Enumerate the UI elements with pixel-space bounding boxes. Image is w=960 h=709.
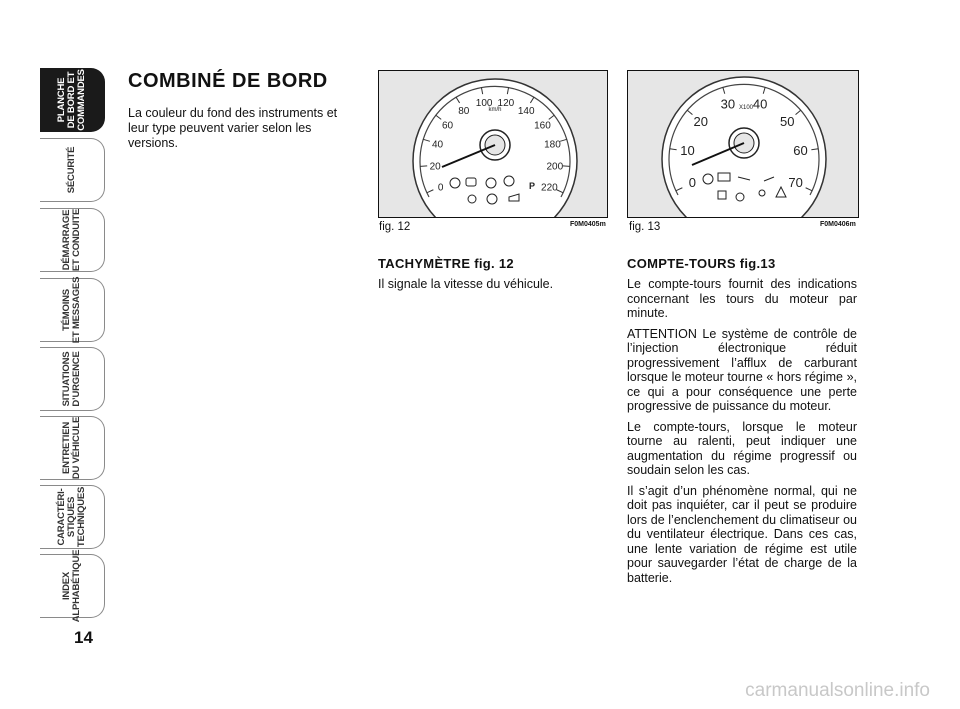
tab-entretien[interactable] bbox=[40, 416, 105, 480]
rpm-tick-label: 60 bbox=[793, 143, 808, 159]
tab-label: ENTRETIEN DU VÉHICULE bbox=[61, 416, 82, 480]
rpm-tick-label: 0 bbox=[688, 175, 696, 191]
speed-tick-label: 220 bbox=[541, 182, 558, 194]
speed-tick-label: 20 bbox=[429, 161, 441, 173]
rpm-tick-label: 50 bbox=[779, 113, 795, 129]
tab-index[interactable] bbox=[40, 549, 105, 623]
fig12-caption: fig. 12 bbox=[379, 221, 411, 233]
figure-speedometer bbox=[378, 70, 608, 218]
speed-tick-label: 140 bbox=[517, 105, 535, 117]
paragraph: ATTENTION Le système de contrôle de l’injection électronique réduit progressivement l’afflux de carburant lorsque le moteur tourne « hors régime », ce qui a pour conséquence une perte progressive de puissance du moteur. bbox=[627, 326, 857, 413]
speed-tick-label: 40 bbox=[432, 139, 444, 151]
speedometer-illustration bbox=[379, 71, 607, 217]
speed-unit: km/h bbox=[488, 107, 502, 113]
paragraph: Le compte-tours fournit des indications concernant les tours du moteur par minute. bbox=[627, 277, 857, 320]
speed-tick-label: 0 bbox=[437, 182, 444, 194]
paragraph: Il s’agit d’un phénomène normal, qui ne doit pas inquiéter, car il peut se produire lors de l’enclenchement du climatiseur ou du ventilateur électrique. Dans ces cas, une lente variation de régime est utile pour sauvegarder l’état de charge de la batterie. bbox=[627, 483, 857, 585]
tab-label: DÉMARRAGE ET CONDUITE bbox=[61, 208, 82, 272]
fig12-code: F0M0405m bbox=[570, 221, 606, 228]
tachometer-illustration bbox=[628, 71, 858, 217]
rpm-tick-label: 40 bbox=[752, 96, 768, 112]
tab-securite[interactable] bbox=[40, 138, 105, 202]
intro-text: La couleur du fond des instruments et leur type peuvent varier selon les versions. bbox=[128, 106, 338, 150]
page-number: 14 bbox=[74, 628, 93, 647]
speed-tick-label: 120 bbox=[497, 97, 515, 109]
tab-label: CARACTÉRI- STIQUES TECHNIQUES bbox=[56, 486, 87, 548]
rpm-unit: X100 bbox=[738, 105, 754, 111]
tab-label: INDEX ALPHABÉTIQUE bbox=[61, 549, 82, 623]
tab-temoins[interactable] bbox=[40, 278, 105, 342]
rpm-tick-label: 10 bbox=[680, 143, 695, 159]
compte-tours-text bbox=[627, 277, 857, 591]
speed-tick-label: 80 bbox=[458, 105, 470, 117]
tab-demarrage[interactable] bbox=[40, 208, 105, 272]
rpm-tick-label: 30 bbox=[720, 96, 736, 112]
rpm-tick-label: 70 bbox=[788, 175, 803, 191]
speed-tick-label: 160 bbox=[534, 120, 551, 132]
pa-icon: P bbox=[529, 181, 536, 191]
tab-label: PLANCHE DE BORD ET COMMANDES bbox=[56, 69, 87, 131]
tab-label: SITUATIONS D’URGENCE bbox=[61, 351, 82, 407]
tab-planche-de-bord[interactable] bbox=[40, 68, 105, 132]
compte-tours-title: COMPTE-TOURS fig.13 bbox=[627, 256, 776, 271]
tab-label: SÉCURITÉ bbox=[66, 146, 77, 194]
fig13-caption: fig. 13 bbox=[629, 221, 661, 233]
speed-tick-label: 200 bbox=[546, 161, 564, 173]
tab-caracteristiques[interactable] bbox=[40, 485, 105, 549]
tachymetre-text bbox=[378, 277, 608, 298]
speed-tick-label: 60 bbox=[441, 120, 454, 132]
paragraph: Le compte-tours, lorsque le moteur tourne au ralenti, peut indiquer une augmentation du régime progressif ou soudain selon les cas. bbox=[627, 419, 857, 477]
tab-situations[interactable] bbox=[40, 347, 105, 411]
tachymetre-title: TACHYMÈTRE fig. 12 bbox=[378, 256, 514, 271]
speed-tick-label: 100 bbox=[475, 97, 493, 109]
fig13-code: F0M0406m bbox=[820, 221, 856, 228]
tachymetre-paragraph: Il signale la vitesse du véhicule. bbox=[378, 277, 554, 291]
rpm-tick-label: 20 bbox=[693, 113, 709, 129]
speed-tick-label: 180 bbox=[544, 139, 561, 151]
figure-tachometer bbox=[627, 70, 859, 218]
watermark: carmanualsonline.info bbox=[745, 680, 930, 701]
tab-label: TÉMOINS ET MESSAGES bbox=[61, 276, 82, 344]
page-title: COMBINÉ DE BORD bbox=[128, 70, 328, 92]
